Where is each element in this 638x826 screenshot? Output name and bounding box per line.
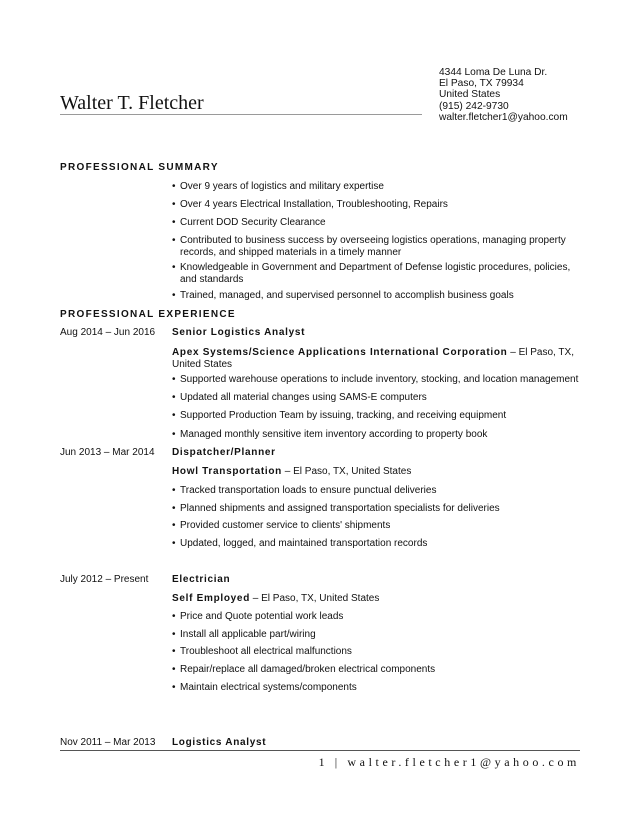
job-bullet: • Updated, logged, and maintained transportation records xyxy=(172,538,428,549)
job-company: Howl Transportation – El Paso, TX, United States xyxy=(172,466,412,477)
contact-block xyxy=(439,67,629,123)
job-dates: Nov 2011 – Mar 2013 xyxy=(60,737,156,748)
job-company: Self Employed – El Paso, TX, United States xyxy=(172,593,380,604)
job-bullet: • Supported Production Team by issuing, tracking, and receiving equipment xyxy=(172,410,507,421)
job-bullet: • Maintain electrical systems/components xyxy=(172,682,357,693)
job-company: Apex Systems/Science Applications International Corporation – El Paso, TX, United States xyxy=(172,347,574,370)
job-bullet: • Updated all material changes using SAMS-E computers xyxy=(172,392,427,403)
job-bullet: • Install all applicable part/wiring xyxy=(172,629,316,640)
job-title: Senior Logistics Analyst xyxy=(172,327,306,338)
contact-email: walter.fletcher1@yahoo.com xyxy=(439,111,568,123)
summary-bullet: • Current DOD Security Clearance xyxy=(172,217,326,228)
job-dates: July 2012 – Present xyxy=(60,574,149,585)
job-bullet: • Price and Quote potential work leads xyxy=(172,611,344,622)
job-bullet: • Troubleshoot all electrical malfunctions xyxy=(172,646,352,657)
job-bullet: • Supported warehouse operations to include inventory, stocking, and location management xyxy=(172,374,579,385)
contact-country: United States xyxy=(439,89,501,101)
summary-heading: PROFESSIONAL SUMMARY xyxy=(60,162,219,173)
resume-name: Walter T. Fletcher xyxy=(60,92,204,114)
summary-bullet: • Trained, managed, and supervised personnel to accomplish business goals xyxy=(172,290,514,301)
job-bullet: • Planned shipments and assigned transportation specialists for deliveries xyxy=(172,503,500,514)
job-bullet: • Tracked transportation loads to ensure punctual deliveries xyxy=(172,485,437,496)
footer-divider xyxy=(60,750,580,751)
summary-bullet: • Over 9 years of logistics and military expertise xyxy=(172,181,384,192)
job-dates: Aug 2014 – Jun 2016 xyxy=(60,327,156,338)
job-dates: Jun 2013 – Mar 2014 xyxy=(60,447,155,458)
experience-heading: PROFESSIONAL EXPERIENCE xyxy=(60,309,236,320)
contact-phone: (915) 242-9730 xyxy=(439,100,509,112)
contact-address: 4344 Loma De Luna Dr. xyxy=(439,67,548,78)
summary-bullet: • Knowledgeable in Government and Department of Defense logistic procedures, policies, and standards xyxy=(172,262,571,285)
job-bullet: • Managed monthly sensitive item inventory according to property book xyxy=(172,429,488,440)
contact-city: El Paso, TX 79934 xyxy=(439,78,524,90)
job-title: Electrician xyxy=(172,574,231,585)
page-footer: 1 | walter.fletcher1@yahoo.com xyxy=(318,755,580,769)
summary-bullet: • Contributed to business success by overseeing logistics operations, managing property records, and shipped materials in a timely manner xyxy=(172,235,566,258)
job-title: Dispatcher/Planner xyxy=(172,447,276,458)
job-title: Logistics Analyst xyxy=(172,737,267,748)
job-bullet: • Repair/replace all damaged/broken electrical components xyxy=(172,664,436,675)
name-divider xyxy=(60,114,422,115)
summary-bullet: • Over 4 years Electrical Installation, Troubleshooting, Repairs xyxy=(172,199,448,210)
job-bullet: • Provided customer service to clients' shipments xyxy=(172,520,391,531)
